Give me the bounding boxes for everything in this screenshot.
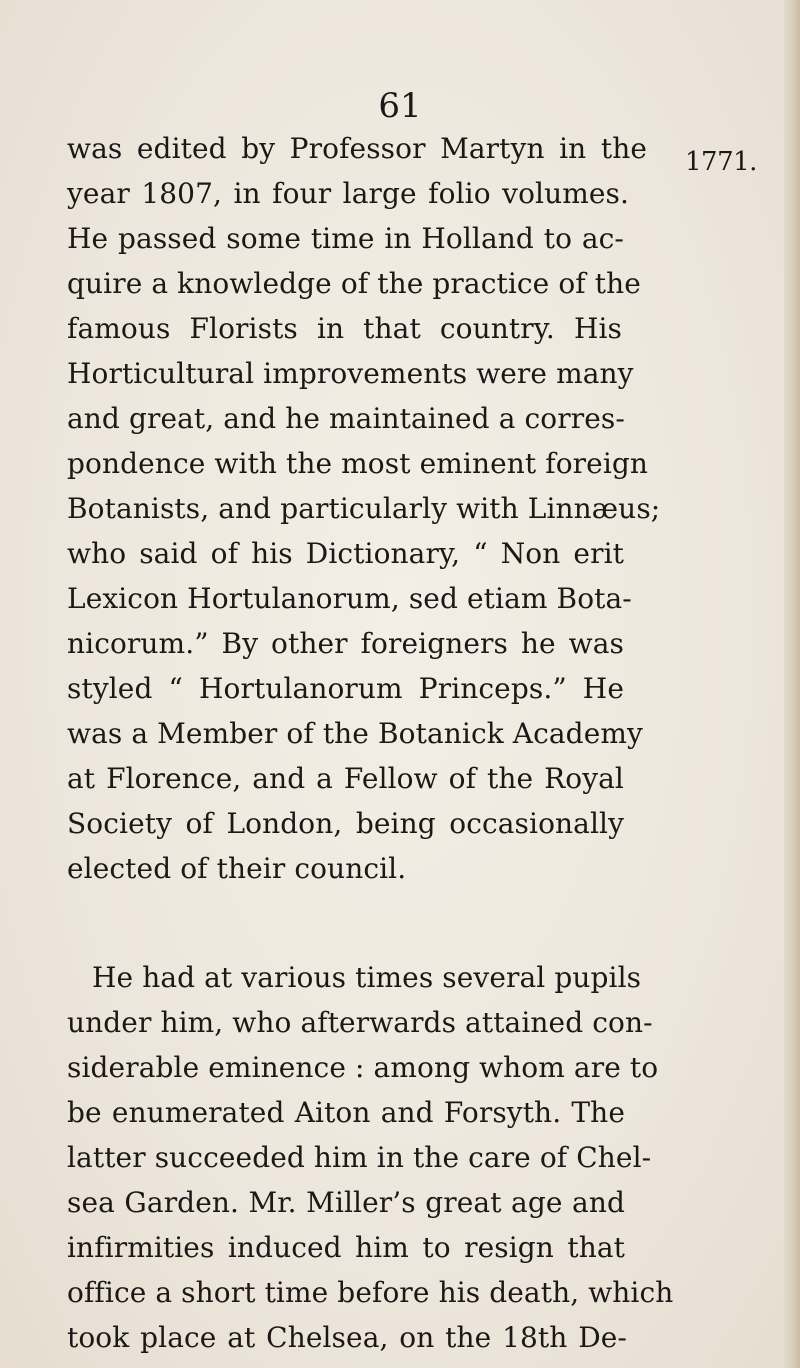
text-line: year 1807, in four large folio volumes. (67, 177, 629, 210)
margin-note-year: 1771. (685, 147, 757, 177)
text-line: and great, and he maintained a corres- (67, 402, 625, 435)
paragraph-1 (67, 126, 667, 891)
text-line: Lexicon Hortulanorum, sed etiam Bota- (67, 582, 632, 615)
text-line: sea Garden. Mr. Miller’s great age and (67, 1186, 625, 1219)
text-line: be enumerated Aiton and Forsyth. The (67, 1096, 625, 1129)
text-line: under him, who afterwards attained con- (67, 1006, 653, 1039)
text-line: nicorum.” By other foreigners he was (67, 627, 624, 660)
text-line: He had at various times several pupils (92, 961, 642, 994)
text-line: Horticultural improvements were many (67, 357, 634, 390)
text-line: office a short time before his death, which (67, 1276, 674, 1309)
paragraph-2 (67, 955, 674, 1360)
text-line: elected of their council. (67, 852, 407, 885)
text-line: Botanists, and particularly with Linnæus; (67, 492, 661, 525)
text-line: was a Member of the Botanick Academy (67, 717, 643, 750)
text-line: quire a knowledge of the practice of the (67, 267, 641, 300)
text-line: He passed some time in Holland to ac- (67, 222, 624, 255)
page-edge-shadow (784, 0, 800, 1368)
paragraph-spacer (67, 891, 667, 955)
text-line: at Florence, and a Fellow of the Royal (67, 762, 624, 795)
text-line: Society of London, being occasionally (67, 807, 624, 840)
page-number: 61 (378, 86, 422, 126)
text-line: siderable eminence : among whom are to (67, 1051, 659, 1084)
text-line: latter succeeded him in the care of Chel- (67, 1141, 652, 1174)
text-line: styled “ Hortulanorum Princeps.” He (67, 672, 624, 705)
text-line: was edited by Professor Martyn in the (67, 132, 647, 165)
text-line: took place at Chelsea, on the 18th De- (67, 1321, 627, 1354)
body-text (67, 126, 674, 1360)
text-line: who said of his Dictionary, “ Non erit (67, 537, 624, 570)
text-line: famous Florists in that country. His (67, 312, 622, 345)
text-line: infirmities induced him to resign that (67, 1231, 625, 1264)
text-line: pondence with the most eminent foreign (67, 447, 649, 480)
